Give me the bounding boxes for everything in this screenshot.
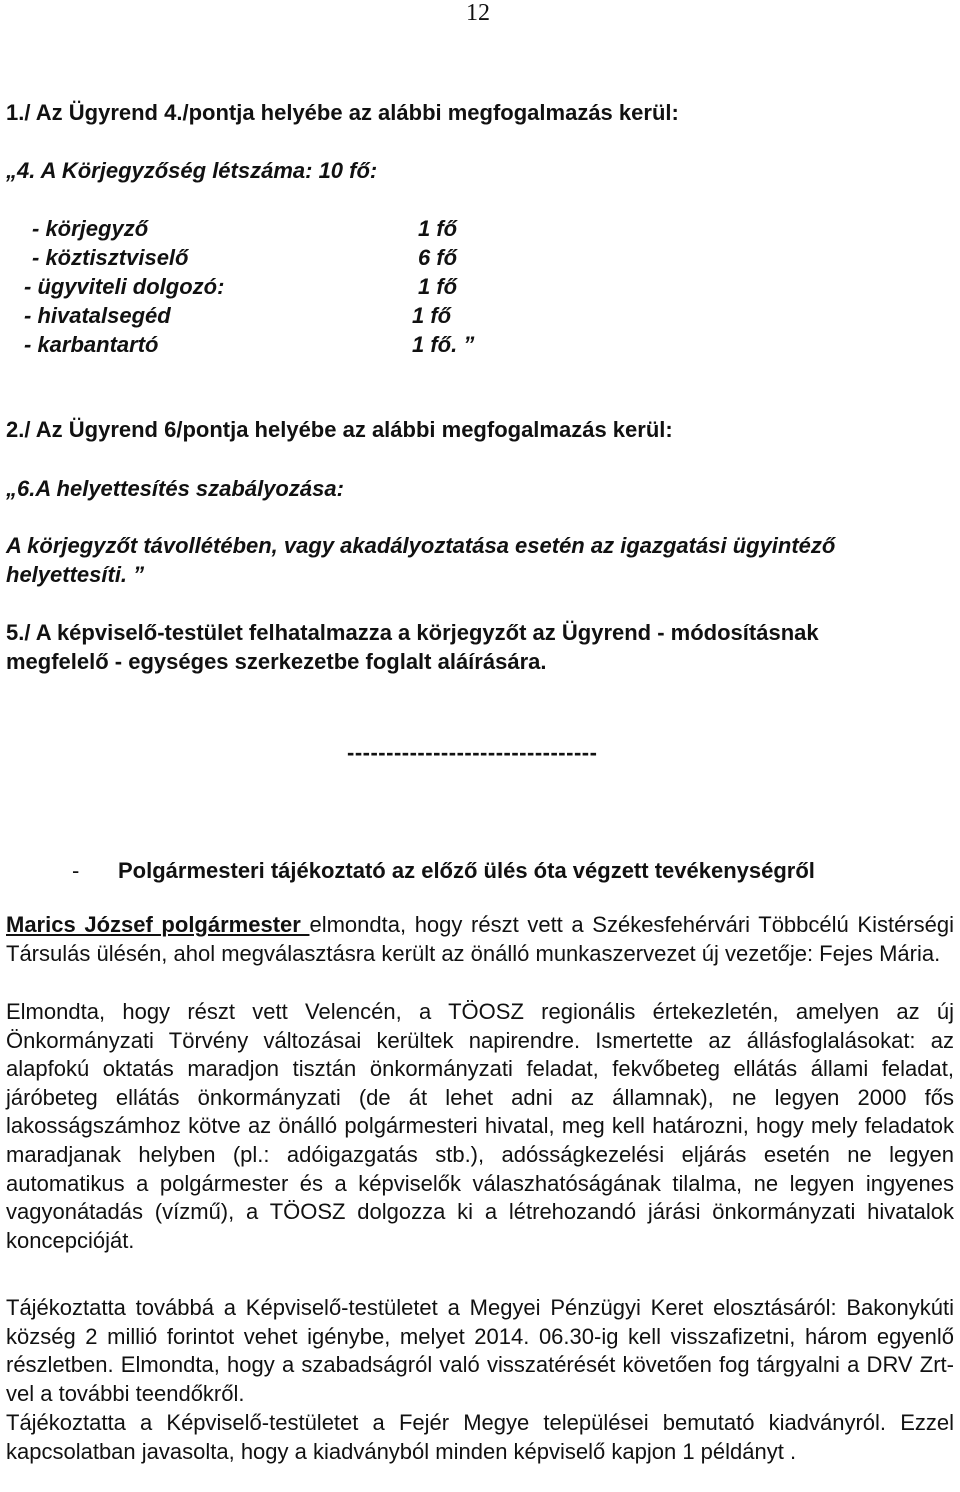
report-paragraph-1 [6,911,954,968]
report-paragraph-4: Tájékoztatta a Képviselő-testületet a Fejér Megye települései bemutató kiadványról. Ezzel kapcsolatban javasolta, hogy a kiadványból minden képviselő kapjon 1 példányt . [6,1410,954,1464]
section5-line: megfelelő - egységes szerkezetbe foglalt aláírására. [6,649,547,674]
report-heading: Polgármesteri tájékoztató az előző ülés óta végzett tevékenységről [118,858,815,883]
staff-count: 1 fő. ” [412,332,475,357]
staff-count: 1 fő [418,274,458,299]
separator: -------------------------------- [347,740,598,765]
report-paragraph-2: Elmondta, hogy részt vett Velencén, a TÖOSZ regionális értekezletén, amelyen az új Önkormányzati Törvény változásai kerültek napirendre. Ismertette az állásfoglalásokat: az alapfokú oktatás maradjon tisztán önkormányzati feladat, fekvőbeteg ellátás állami feladat, járóbeteg ellátás önkormányzati (de át lehet adni az államnak), ne legyen 2000 fős lakosságszámhoz kötve az önálló polgármesteri hivatal, meg kell határozni, hogy mely feladatok maradjanak helyben (pl.: adóigazgatás stb.), adósságkezelési eljárás esetén ne legyen automatikus a polgármester és a képviselők válaszhatóságának tilalma, ne legyen ingyenes vagyonátadás (vízmű), a TÖOSZ dolgozza ki a létrehozandó járási önkormányzati hivatalok koncepcióját. [6,999,954,1253]
speaker-name: Marics József polgármester [6,912,310,937]
staff-count: 1 fő [412,303,452,328]
staff-role: - köztisztviselő [32,245,189,270]
staff-count: 1 fő [418,216,458,241]
section2-quote-title: „6.A helyettesítés szabályozása: [6,476,344,501]
staff-count: 6 fő [418,245,458,270]
report-bullet: - [72,858,80,883]
section1-quote-title: „4. A Körjegyzőség létszáma: 10 fő: [6,158,378,183]
staff-role: - hivatalsegéd [24,303,171,328]
staff-role: - körjegyző [32,216,149,241]
section2-quote-line: A körjegyzőt távollétében, vagy akadályoztatása esetén az igazgatási ügyintéző [6,533,836,558]
staff-role: - karbantartó [24,332,159,357]
section1-heading: 1./ Az Ügyrend 4./pontja helyébe az alábbi megfogalmazás kerül: [6,100,679,125]
section2-quote-line: helyettesíti. ” [6,562,145,587]
page-number: 12 [466,0,490,26]
paragraph-text: elmondta, hogy részt vett a Székesfehérvári Többcélú Kistérségi Társulás ülésén, ahol megválasztásra került az önálló munkaszervezet új vezetője: Fejes Mária. [6,912,954,966]
section2-heading: 2./ Az Ügyrend 6/pontja helyébe az alábbi megfogalmazás kerül: [6,417,673,442]
staff-role: - ügyviteli dolgozó: [24,274,225,299]
report-paragraph-3: Tájékoztatta továbbá a Képviselő-testületet a Megyei Pénzügyi Keret elosztásáról: Bakonykúti község 2 millió forintot vehet igénybe, melyet 2014. 06.30-ig kell visszafizetni, három egyenlő részletben. Elmondta, hogy a szabadságról való visszatérését követően fog tárgyalni a DRV Zrt-vel a további teendőkről. [6,1295,954,1406]
section5-line: 5./ A képviselő-testület felhatalmazza a körjegyzőt az Ügyrend - módosításnak [6,620,819,645]
